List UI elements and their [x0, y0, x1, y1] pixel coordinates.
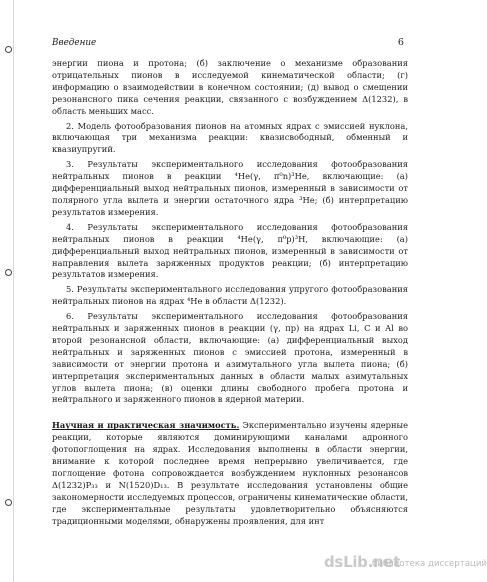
section-text: Экспериментально изучены ядерные реакции, которые являются доминирующими каналами адронного фотопоглощения на ядрах. Исследования выполнены в области энергии, внимание к которой последнее время непрерывно увеличивается, где поглощение фотона сопровождается возбуждением нуклонных резонансов Δ(1232)P₃₃ и N(1520)D₁₃. В результате исследования установлены общие закономерности исследуемых процессов, ограничены кинематические области, где экспериментальные результаты удовлетворительно объясняются традиционными моделями, обнаружены проявления, для инт: [52, 420, 409, 526]
watermark-text: библиотека диссертаций: [372, 559, 487, 569]
result-item-6: 6. Результаты экспериментального исследования фотообразования нейтральных и заряженных пионов в реакции (γ, πp) на ядрах Li, C и Al во второй резонансной области, включающие: (а) дифференциальный выход нейтральных и заряженных пионов с эмиссией протона, измеренный в зависимости от энергии протона и азимутального угла вылета пиона; (б) интерпретация экспериментальных данных в области малых азимутальных углов вылета пиона; (в) оценки длины свободного пробега протона и нейтрального и заряженного пионов в ядерной материи.: [52, 311, 408, 405]
binder-hole: [5, 499, 12, 506]
running-title: Введение: [52, 38, 97, 48]
binder-hole: [5, 46, 12, 53]
significance-paragraph: [52, 420, 408, 527]
result-item-5: 5. Результаты экспериментального исследования упругого фотообразования нейтральных пионов на ядрах ⁴Не в области Δ(1232).: [52, 284, 408, 307]
binder-hole: [5, 269, 12, 276]
section-heading: Научная и практическая значимость.: [52, 420, 240, 431]
result-item-3: 3. Результаты экспериментального исследования фотообразования нейтральных пионов в реакции ⁴He(γ, π⁰n)³He, включающие: (а) дифференциальный выход нейтральных пионов, измеренный в зависимости от полярного угла вылета и энергии остаточного ядра ³He; (б) интерпретацию результатов измерения.: [52, 159, 408, 217]
result-item-2: 2. Модель фотообразования пионов на атомных ядрах с эмиссией нуклона, включающая три механизма реакции: квазисвободный, обменный и квазиупругий.: [52, 120, 408, 155]
page-header: [52, 38, 408, 52]
watermark-logo: dsLib.net: [324, 553, 401, 571]
watermark: [324, 552, 487, 576]
page-number: 6: [397, 37, 404, 48]
result-item-4: 4. Результаты экспериментального исследования фотообразования нейтральных пионов в реакции ⁴He(γ, π⁰p)³H, включающие: (а) дифференциальный выход нейтральных пионов, измеренный в зависимости от направления вылета заряженных продуктов реакции; (б) интерпретацию результатов измерения.: [52, 221, 408, 280]
page-body: [52, 58, 408, 528]
binding-line: [13, 0, 14, 582]
paragraph-continued: энергии пиона и протона; (б) заключение о механизме образования отрицательных пионов в исследуемой кинематической области; (г) информацию о взаимодействии в конечном состоянии; (д) вывод о смещении резонансного пика сечения реакции, связанного с возбуждением Δ(1232), в область меньших масс.: [52, 58, 408, 116]
